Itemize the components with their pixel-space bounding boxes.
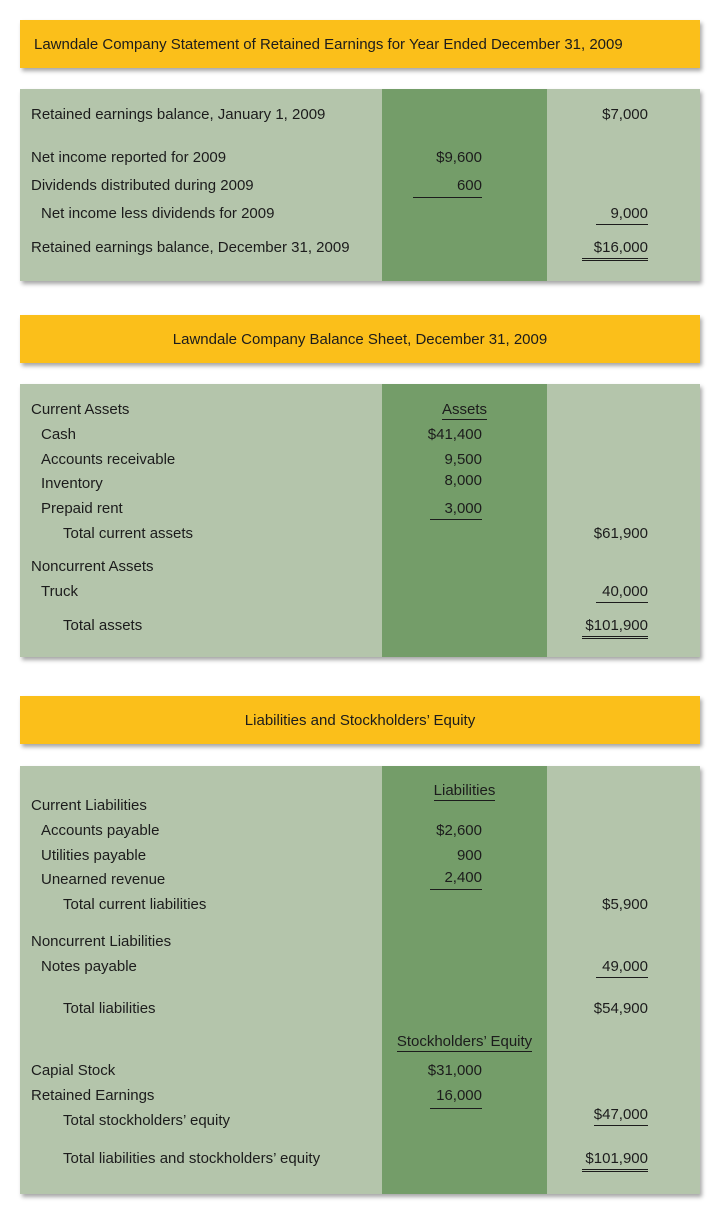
total-equity-amount: $47,000: [594, 1106, 648, 1126]
prepaid-rent-amount: 3,000: [430, 500, 482, 520]
liabilities-header: Liabilities: [433, 782, 496, 799]
total-current-assets-amount: $61,900: [593, 525, 648, 542]
balance-sheet-title: Lawndale Company Balance Sheet, December 31, 2009: [172, 330, 548, 348]
total-equity-label: Total stockholders’ equity: [63, 1112, 231, 1129]
current-assets-label: Current Assets: [31, 401, 130, 418]
net-income-label: Net income reported for 2009: [31, 149, 227, 166]
closing-balance-amount: $16,000: [582, 239, 648, 261]
accounts-payable-amount: $2,600: [436, 822, 482, 839]
cash-label: Cash: [41, 426, 77, 443]
assets-header: Assets: [441, 401, 487, 418]
retained-earnings-amount: 16,000: [436, 1087, 482, 1104]
accounts-receivable-label: Accounts receivable: [41, 451, 176, 468]
unearned-revenue-label: Unearned revenue: [41, 871, 166, 888]
unearned-revenue-amount: 2,400: [444, 869, 482, 886]
opening-balance-label: Retained earnings balance, January 1, 2009: [31, 106, 326, 123]
stockholders-equity-header: Stockholders’ Equity: [396, 1033, 533, 1050]
inventory-amount: 8,000: [444, 472, 482, 489]
total-current-liabilities-amount: $5,900: [602, 896, 648, 913]
dividends-amount: 600: [456, 177, 482, 194]
retained-earnings-panel: [20, 89, 700, 281]
total-assets-label: Total assets: [63, 617, 143, 634]
utilities-payable-amount: 900: [456, 847, 482, 864]
notes-payable-label: Notes payable: [41, 958, 137, 975]
capital-stock-amount: $31,000: [427, 1062, 482, 1079]
notes-payable-amount: 49,000: [596, 958, 648, 978]
total-liabilities-amount: $54,900: [593, 1000, 648, 1017]
inventory-label: Inventory: [41, 475, 103, 492]
accounts-receivable-amount: 9,500: [444, 451, 482, 468]
current-liabilities-label: Current Liabilities: [31, 797, 147, 814]
liabilities-title: Liabilities and Stockholders’ Equity: [244, 711, 476, 729]
grand-total-label: Total liabilities and stockholders’ equity: [63, 1150, 321, 1167]
closing-balance-label: Retained earnings balance, December 31, 2009: [31, 239, 350, 256]
opening-balance-amount: $7,000: [602, 106, 648, 123]
dividends-underline: [413, 197, 482, 198]
retained-earnings-title: Lawndale Company Statement of Retained Earnings for Year Ended December 31, 2009: [34, 35, 623, 53]
noncurrent-liabilities-label: Noncurrent Liabilities: [31, 933, 172, 950]
retained-earnings-title-banner: [20, 20, 700, 68]
cash-amount: $41,400: [427, 426, 482, 443]
accounts-payable-label: Accounts payable: [41, 822, 160, 839]
total-current-liabilities-label: Total current liabilities: [63, 896, 207, 913]
balance-sheet-title-banner: [20, 315, 700, 363]
truck-amount: 40,000: [596, 583, 648, 603]
liabilities-title-banner: [20, 696, 700, 744]
liabilities-panel: [20, 766, 700, 1194]
capital-stock-label: Capial Stock: [31, 1062, 116, 1079]
retained-earnings-underline: [430, 1108, 482, 1109]
prepaid-rent-label: Prepaid rent: [41, 500, 123, 517]
total-liabilities-label: Total liabilities: [63, 1000, 156, 1017]
retained-earnings-label: Retained Earnings: [31, 1087, 155, 1104]
amount-column-shade: [382, 384, 547, 657]
utilities-payable-label: Utilities payable: [41, 847, 147, 864]
truck-label: Truck: [41, 583, 78, 600]
net-less-dividends-amount: 9,000: [596, 205, 648, 225]
net-income-amount: $9,600: [436, 149, 482, 166]
grand-total-amount: $101,900: [582, 1150, 648, 1172]
total-assets-amount: $101,900: [582, 617, 648, 639]
total-current-assets-label: Total current assets: [63, 525, 194, 542]
net-less-dividends-label: Net income less dividends for 2009: [41, 205, 275, 222]
unearned-revenue-underline: [430, 889, 482, 890]
noncurrent-assets-label: Noncurrent Assets: [31, 558, 154, 575]
assets-panel: [20, 384, 700, 657]
dividends-label: Dividends distributed during 2009: [31, 177, 254, 194]
